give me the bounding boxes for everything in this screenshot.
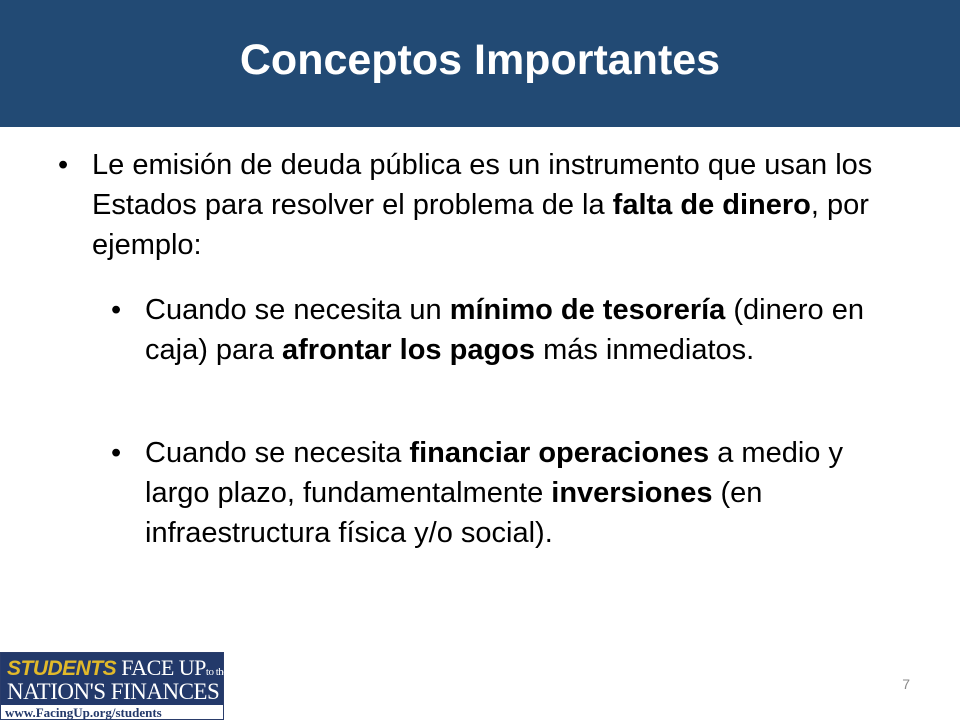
sub-bullet-bold: financiar operaciones (409, 437, 710, 469)
logo-students: STUDENTS (7, 657, 117, 680)
bullet-marker: • (111, 294, 122, 326)
sub-bullet-text: Cuando se necesita un (145, 294, 450, 326)
sub-bullet-bold: inversiones (551, 477, 713, 509)
logo-face-up: FACE UP (116, 655, 206, 680)
sub-bullet-text: a medio y largo plazo, fundamentalmente (145, 437, 843, 509)
logo-to-the: to the (205, 666, 228, 678)
sub-bullet-text: Cuando se necesita (145, 437, 410, 469)
sub-bullet-financing (145, 433, 915, 553)
main-bullet-text-end: , por ejemplo: (92, 189, 869, 261)
logo-nations: NATION'S FINANCES (7, 679, 220, 704)
main-bullet (92, 145, 912, 265)
sub-bullet-text: más inmediatos. (535, 334, 755, 366)
logo-band (1, 653, 228, 705)
logo-url: www.FacingUp.org/students (5, 705, 162, 720)
bullet-marker: • (111, 437, 122, 469)
sub-bullet-text: (en infraestructura física y/o social). (145, 477, 763, 549)
sub-bullet-bold: mínimo de tesorería (449, 294, 726, 326)
sub-bullet-treasury (145, 290, 915, 370)
main-bullet-text: Le emisión de deuda pública es un instrumento que usan los Estados para resolver el problema de la (92, 149, 873, 221)
sub-bullet-text: (dinero en caja) para (145, 294, 864, 366)
sub-bullet-bold: afrontar los pagos (282, 334, 536, 366)
logo-line1 (7, 655, 228, 681)
page-number: 7 (902, 676, 910, 692)
main-bullet-bold: falta de dinero (612, 189, 811, 221)
bullet-marker: • (58, 149, 69, 181)
students-face-up-logo (0, 652, 228, 720)
slide-title: Conceptos Importantes (239, 36, 721, 84)
